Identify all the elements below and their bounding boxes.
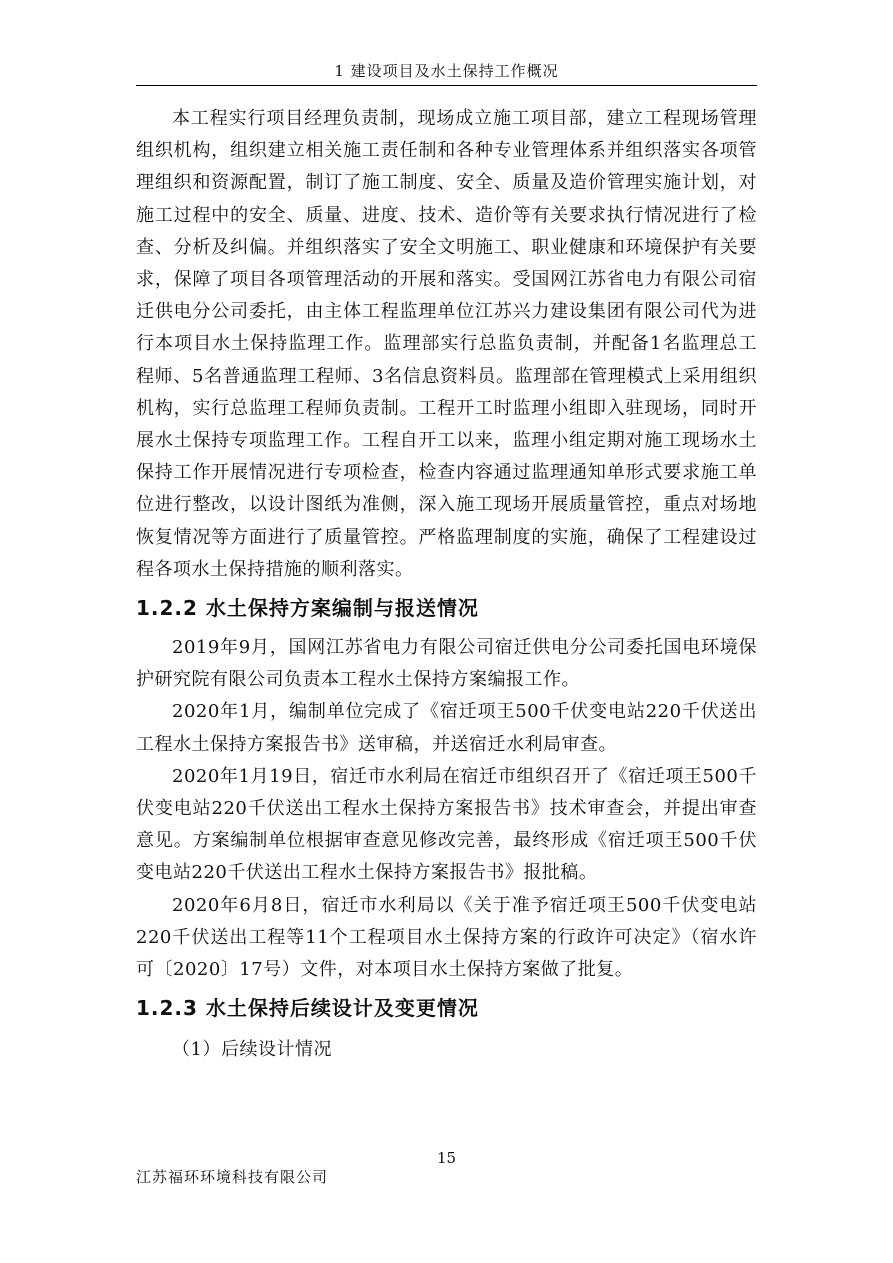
section-heading-1-2-3: 1.2.3 水土保持后续设计及变更情况 — [136, 996, 479, 1021]
running-header: 1 建设项目及水土保持工作概况 — [334, 62, 559, 80]
section-heading-1-2-2: 1.2.2 水土保持方案编制与报送情况 — [136, 596, 479, 621]
paragraph-supervision: 本工程实行项目经理负责制，现场成立施工项目部，建立工程现场管理组织机构，组织建立相关施工责任制和各种专业管理体系并组织落实各项管理组织和资源配置，制订了施工制度、安全、质量及造价管理实施计划，对施工过程中的安全、质量、进度、技术、造价等有关要求执行情况进行了检查、分析及纠偏。并组织落实了安全文明施工、职业健康和环境保护有关要求，保障了项目各项管理活动的开展和落实。受国网江苏省电力有限公司宿迁供电分公司委托，由主体工程监理单位江苏兴力建设集团有限公司代为进行本项目水土保持监理工作。监理部实行总监负责制，并配备1名监理总工程师、5名普通监理工程师、3名信息资料员。监理部在管理模式上采用组织机构，实行总监理工程师负责制。工程开工时监理小组即入驻现场，同时开展水土保持专项监理工作。工程自开工以来，监理小组定期对施工现场水土保持工作开展情况进行专项检查，检查内容通过监理通知单形式要求施工单位进行整改，以设计图纸为准侧，深入施工现场开展质量管控，重点对场地恢复情况等方面进行了质量管控。严格监理制度的实施，确保了工程建设过程各项水土保持措施的顺利落实。 — [136, 108, 757, 580]
paragraph-approval: 2020年6月8日，宿迁市水利局以《关于准予宿迁项王500千伏变电站220千伏送出工程等11个工程项目水土保持方案的行政许可决定》（宿水许可〔2020〕17号）文件，对本项目水土保持方案做了批复。 — [136, 894, 757, 981]
header-divider — [136, 85, 757, 86]
paragraph-review-meeting: 2020年1月19日，宿迁市水利局在宿迁市组织召开了《宿迁项王500千伏变电站220千伏送出工程水土保持方案报告书》技术审查会，并提出审查意见。方案编制单位根据审查意见修改完善，最终形成《宿迁项王500千伏变电站220千伏送出工程水土保持方案报告书》报批稿。 — [136, 765, 757, 884]
subheading-follow-up-design: （1）后续设计情况 — [172, 1039, 332, 1061]
page-body — [136, 103, 757, 1066]
page-number: 15 — [436, 1149, 457, 1167]
footer-company: 江苏福环环境科技有限公司 — [136, 1168, 329, 1186]
paragraph-draft: 2020年1月，编制单位完成了《宿迁项王500千伏变电站220千伏送出工程水土保持方案报告书》送审稿，并送宿迁水利局审查。 — [136, 701, 757, 755]
paragraph-commission: 2019年9月，国网江苏省电力有限公司宿迁供电分公司委托国电环境保护研究院有限公司负责本工程水土保持方案编报工作。 — [136, 637, 757, 691]
